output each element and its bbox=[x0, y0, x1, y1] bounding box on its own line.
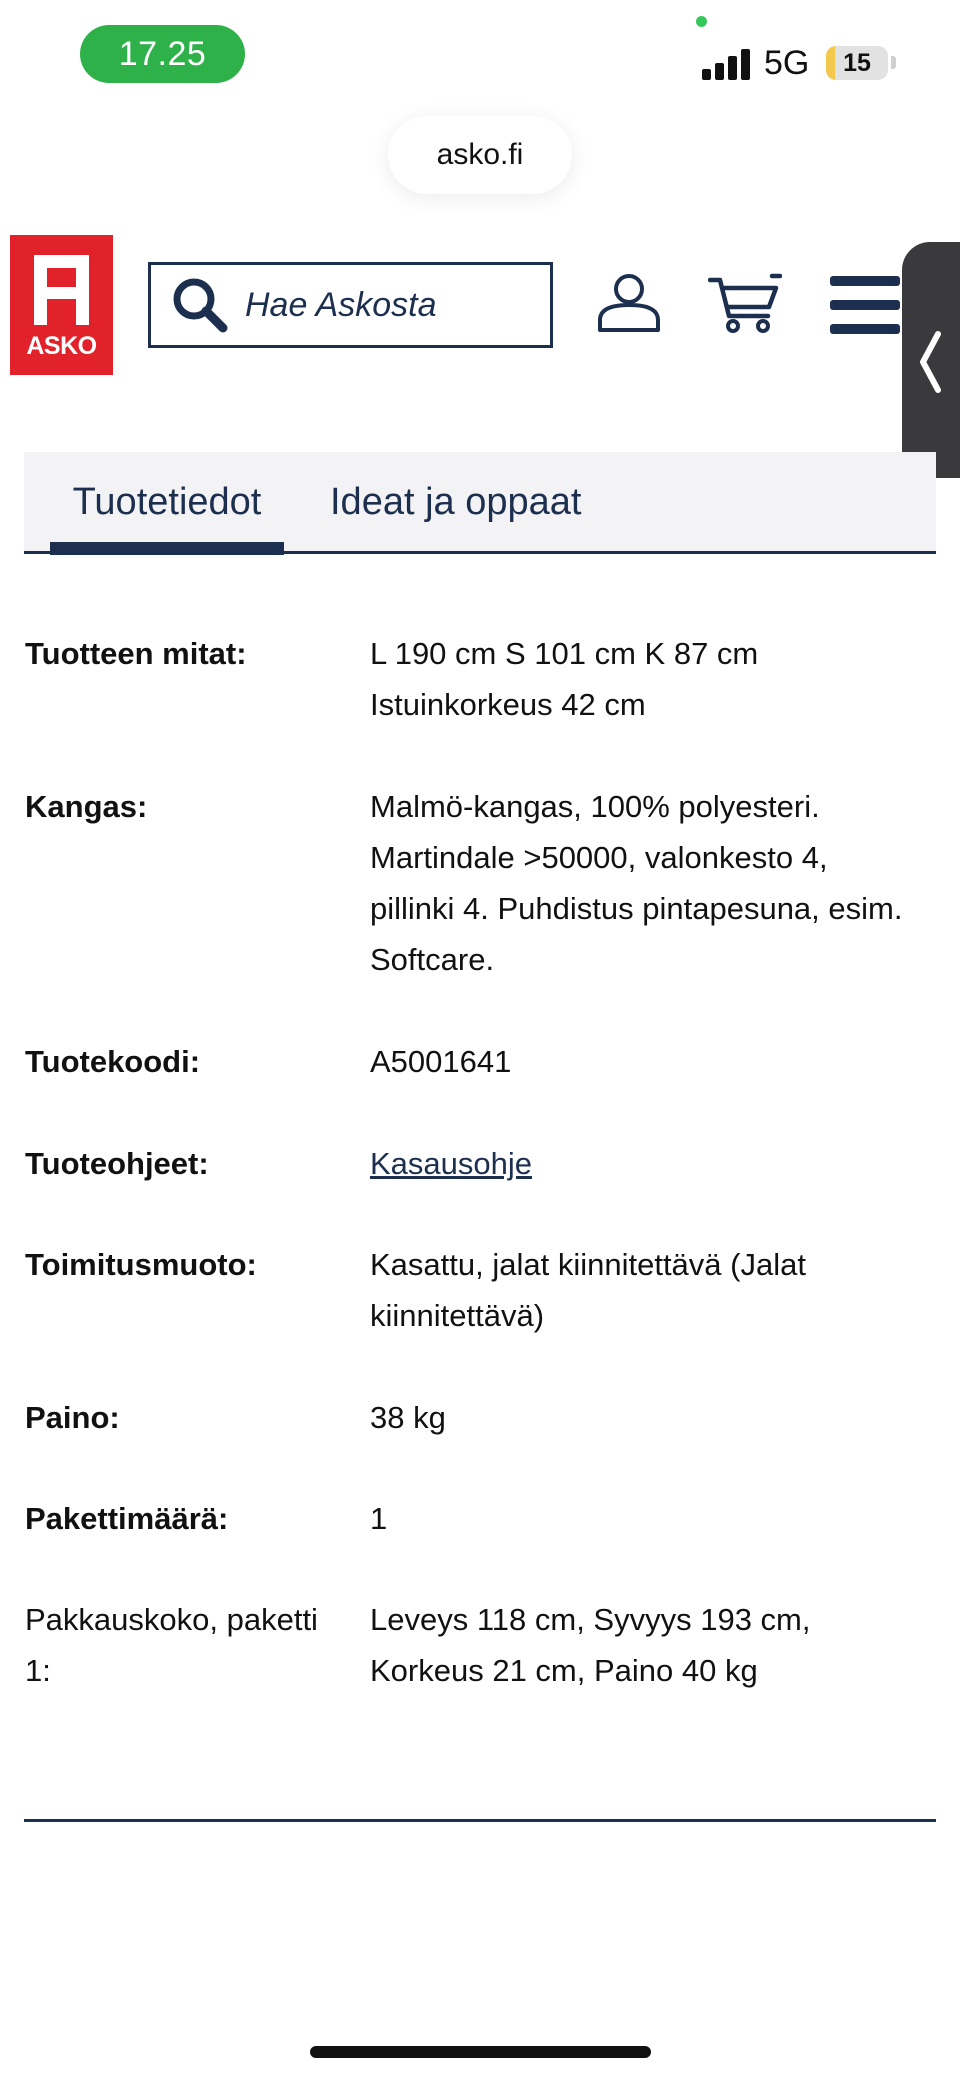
user-icon[interactable] bbox=[596, 272, 662, 334]
spec-value bbox=[370, 1036, 940, 1087]
tab-tuotetiedot[interactable]: Tuotetiedot bbox=[50, 452, 284, 552]
search-icon[interactable] bbox=[169, 274, 231, 336]
spec-label: Kangas: bbox=[25, 789, 148, 824]
battery-icon bbox=[826, 46, 888, 80]
spec-label-line: Pakkauskoko, paketti bbox=[25, 1602, 318, 1637]
spec-label bbox=[25, 1594, 345, 1696]
spec-value-line: 38 kg bbox=[370, 1400, 446, 1435]
spec-value bbox=[370, 1138, 940, 1189]
spec-label: Paino: bbox=[25, 1400, 120, 1435]
logo-text: ASKO bbox=[26, 332, 97, 360]
spec-label: Tuotekoodi: bbox=[25, 1044, 201, 1079]
spec-value-line: Softcare. bbox=[370, 942, 495, 977]
tab-ideat-ja-oppaat[interactable]: Ideat ja oppaat bbox=[330, 480, 582, 523]
home-indicator[interactable] bbox=[310, 2046, 651, 2058]
spec-label: Toimitusmuoto: bbox=[25, 1247, 257, 1282]
section-divider bbox=[24, 1819, 936, 1822]
privacy-indicator-dot bbox=[696, 16, 707, 27]
spec-value-line: Leveys 118 cm, Syvyys 193 cm, bbox=[370, 1602, 811, 1637]
status-bar bbox=[0, 0, 960, 110]
spec-value-line: Istuinkorkeus 42 cm bbox=[370, 687, 646, 722]
chevron-left-icon bbox=[918, 330, 942, 394]
spec-value bbox=[370, 628, 940, 730]
spec-value-line: 1 bbox=[370, 1501, 388, 1536]
asko-logo-mark-icon bbox=[26, 251, 97, 329]
address-bar[interactable]: asko.fi bbox=[388, 116, 572, 194]
spec-value-line: Kasattu, jalat kiinnitettävä (Jalat bbox=[370, 1247, 806, 1282]
assembly-instructions-link[interactable]: Kasausohje bbox=[370, 1146, 533, 1181]
spec-label: Tuoteohjeet: bbox=[25, 1146, 209, 1181]
spec-value-line: pillinki 4. Puhdistus pintapesuna, esim. bbox=[370, 891, 903, 926]
spec-value bbox=[370, 781, 940, 985]
spec-value-line: kiinnitettävä) bbox=[370, 1298, 545, 1333]
site-header bbox=[0, 222, 960, 382]
spec-value-line: Korkeus 21 cm, Paino 40 kg bbox=[370, 1653, 758, 1688]
spec-value-line: Malmö-kangas, 100% polyesteri. bbox=[370, 789, 820, 824]
spec-value bbox=[370, 1392, 940, 1443]
hamburger-menu-icon[interactable] bbox=[830, 276, 900, 334]
search-input[interactable] bbox=[245, 286, 535, 325]
asko-logo[interactable] bbox=[10, 235, 113, 375]
spec-label: Tuotteen mitat: bbox=[25, 636, 247, 671]
signal-strength-icon bbox=[702, 48, 750, 80]
status-time: 17.25 bbox=[80, 25, 245, 83]
spec-value-line: L 190 cm S 101 cm K 87 cm bbox=[370, 636, 759, 671]
spec-label: Pakettimäärä: bbox=[25, 1501, 229, 1536]
spec-value-line: A5001641 bbox=[370, 1044, 512, 1079]
cart-icon[interactable] bbox=[708, 272, 782, 334]
side-panel-handle[interactable] bbox=[902, 242, 960, 478]
spec-value bbox=[370, 1594, 940, 1696]
battery-level: 15 bbox=[843, 48, 871, 77]
network-type: 5G bbox=[764, 44, 810, 82]
battery-tip bbox=[891, 56, 896, 69]
search-box[interactable] bbox=[148, 262, 553, 348]
product-tabs bbox=[24, 452, 936, 554]
spec-value bbox=[370, 1493, 940, 1544]
spec-value bbox=[370, 1239, 940, 1341]
spec-label-line: 1: bbox=[25, 1653, 51, 1688]
spec-value-line: Martindale >50000, valonkesto 4, bbox=[370, 840, 828, 875]
